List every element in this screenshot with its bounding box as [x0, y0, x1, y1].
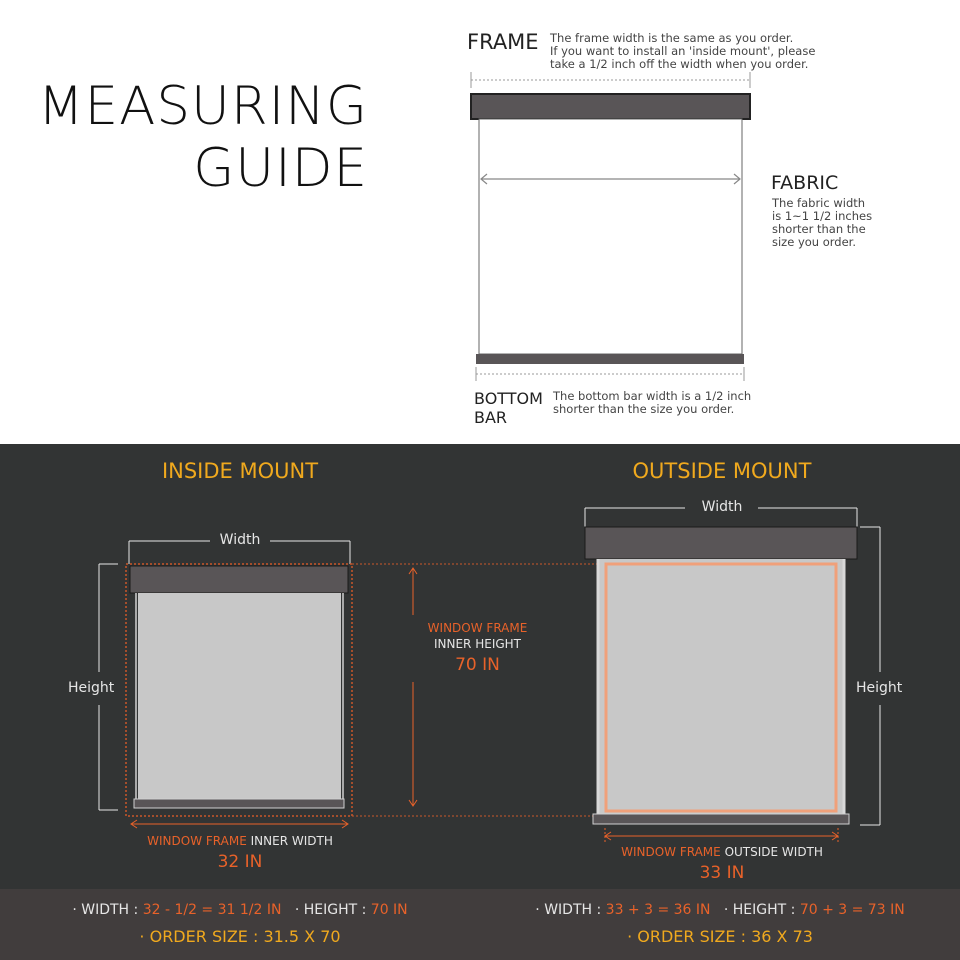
outside-footer-height-label: · HEIGHT :: [723, 902, 800, 918]
order-size-footer: [0, 889, 960, 960]
inside-mount-heading: INSIDE MOUNT: [161, 459, 319, 483]
fabric-note-line2: is 1~1 1/2 inches: [772, 209, 873, 223]
inside-width-note-orange: WINDOW FRAME: [147, 834, 247, 848]
inside-height-label: Height: [68, 680, 115, 696]
bottom-bar-label: [474, 389, 543, 427]
outside-bottom-bar: [593, 814, 849, 824]
bottom-bar-note: [553, 390, 751, 416]
outside-fabric: [597, 559, 845, 814]
inside-order-size: · ORDER SIZE : 31.5 X 70: [139, 927, 341, 946]
outside-width-note: [580, 845, 864, 859]
inside-width-note: [100, 834, 380, 848]
fabric-note: [772, 197, 872, 249]
outside-footer-width-calc: 33 + 3 = 36 IN: [605, 902, 711, 918]
outside-footer-line1: [500, 902, 940, 918]
inside-bottom-bar: [134, 799, 344, 808]
inside-fabric: [138, 593, 341, 799]
outside-order-size: · ORDER SIZE : 36 X 73: [627, 927, 813, 946]
outside-width-label: Width: [701, 499, 743, 515]
inside-footer-width-label: · WIDTH :: [72, 902, 143, 918]
inside-headrail: [130, 566, 348, 593]
headrail: [471, 94, 750, 119]
bottom-bar-note-line1: The bottom bar width is a 1/2 inch: [553, 389, 752, 403]
fabric-label: FABRIC: [771, 172, 839, 194]
inside-footer-width-calc: 32 - 1/2 = 31 1/2 IN: [142, 902, 282, 918]
title-line1: MEASURING: [37, 76, 368, 137]
outside-width-value: 33 IN: [699, 863, 745, 883]
outside-width-note-white: OUTSIDE WIDTH: [724, 845, 823, 859]
fabric-note-line1: The fabric width: [772, 196, 866, 210]
bottom-bar-label-line1: BOTTOM: [474, 389, 543, 408]
fabric-note-line3: shorter than the: [772, 222, 866, 236]
bottom-bar: [476, 354, 744, 364]
inside-footer-height-calc: 70 IN: [370, 902, 408, 918]
outside-mount-heading: OUTSIDE MOUNT: [632, 459, 812, 483]
bottom-bar-note-line2: shorter than the size you order.: [553, 402, 735, 416]
frame-note-line2: If you want to install an 'inside mount', please: [550, 44, 816, 58]
frame-note-line1: The frame width is the same as you order.: [550, 31, 794, 45]
inside-width-label: Width: [219, 532, 261, 548]
inside-footer-height-label: · HEIGHT :: [294, 902, 371, 918]
outside-footer-height-calc: 70 + 3 = 73 IN: [799, 902, 905, 918]
bottom-bar-label-line2: BAR: [474, 408, 508, 427]
fabric-panel: [479, 119, 742, 354]
inside-height-value: 70 IN: [455, 655, 500, 675]
inside-width-value: 32 IN: [217, 852, 263, 872]
outside-footer-width-label: · WIDTH :: [535, 902, 606, 918]
frame-label: FRAME: [467, 30, 539, 54]
inside-height-note-white: INNER HEIGHT: [433, 637, 522, 651]
fabric-note-line4: size you order.: [772, 235, 857, 249]
outside-width-note-orange: WINDOW FRAME: [621, 845, 721, 859]
outside-height-label: Height: [856, 680, 903, 696]
inside-footer-line1: [20, 902, 460, 918]
outside-headrail: [585, 527, 857, 559]
inside-width-note-white: INNER WIDTH: [250, 834, 333, 848]
frame-note-line3: take a 1/2 inch off the width when you order.: [550, 57, 809, 71]
title-line2: GUIDE: [193, 138, 368, 199]
inside-height-note-orange: WINDOW FRAME: [427, 621, 528, 635]
